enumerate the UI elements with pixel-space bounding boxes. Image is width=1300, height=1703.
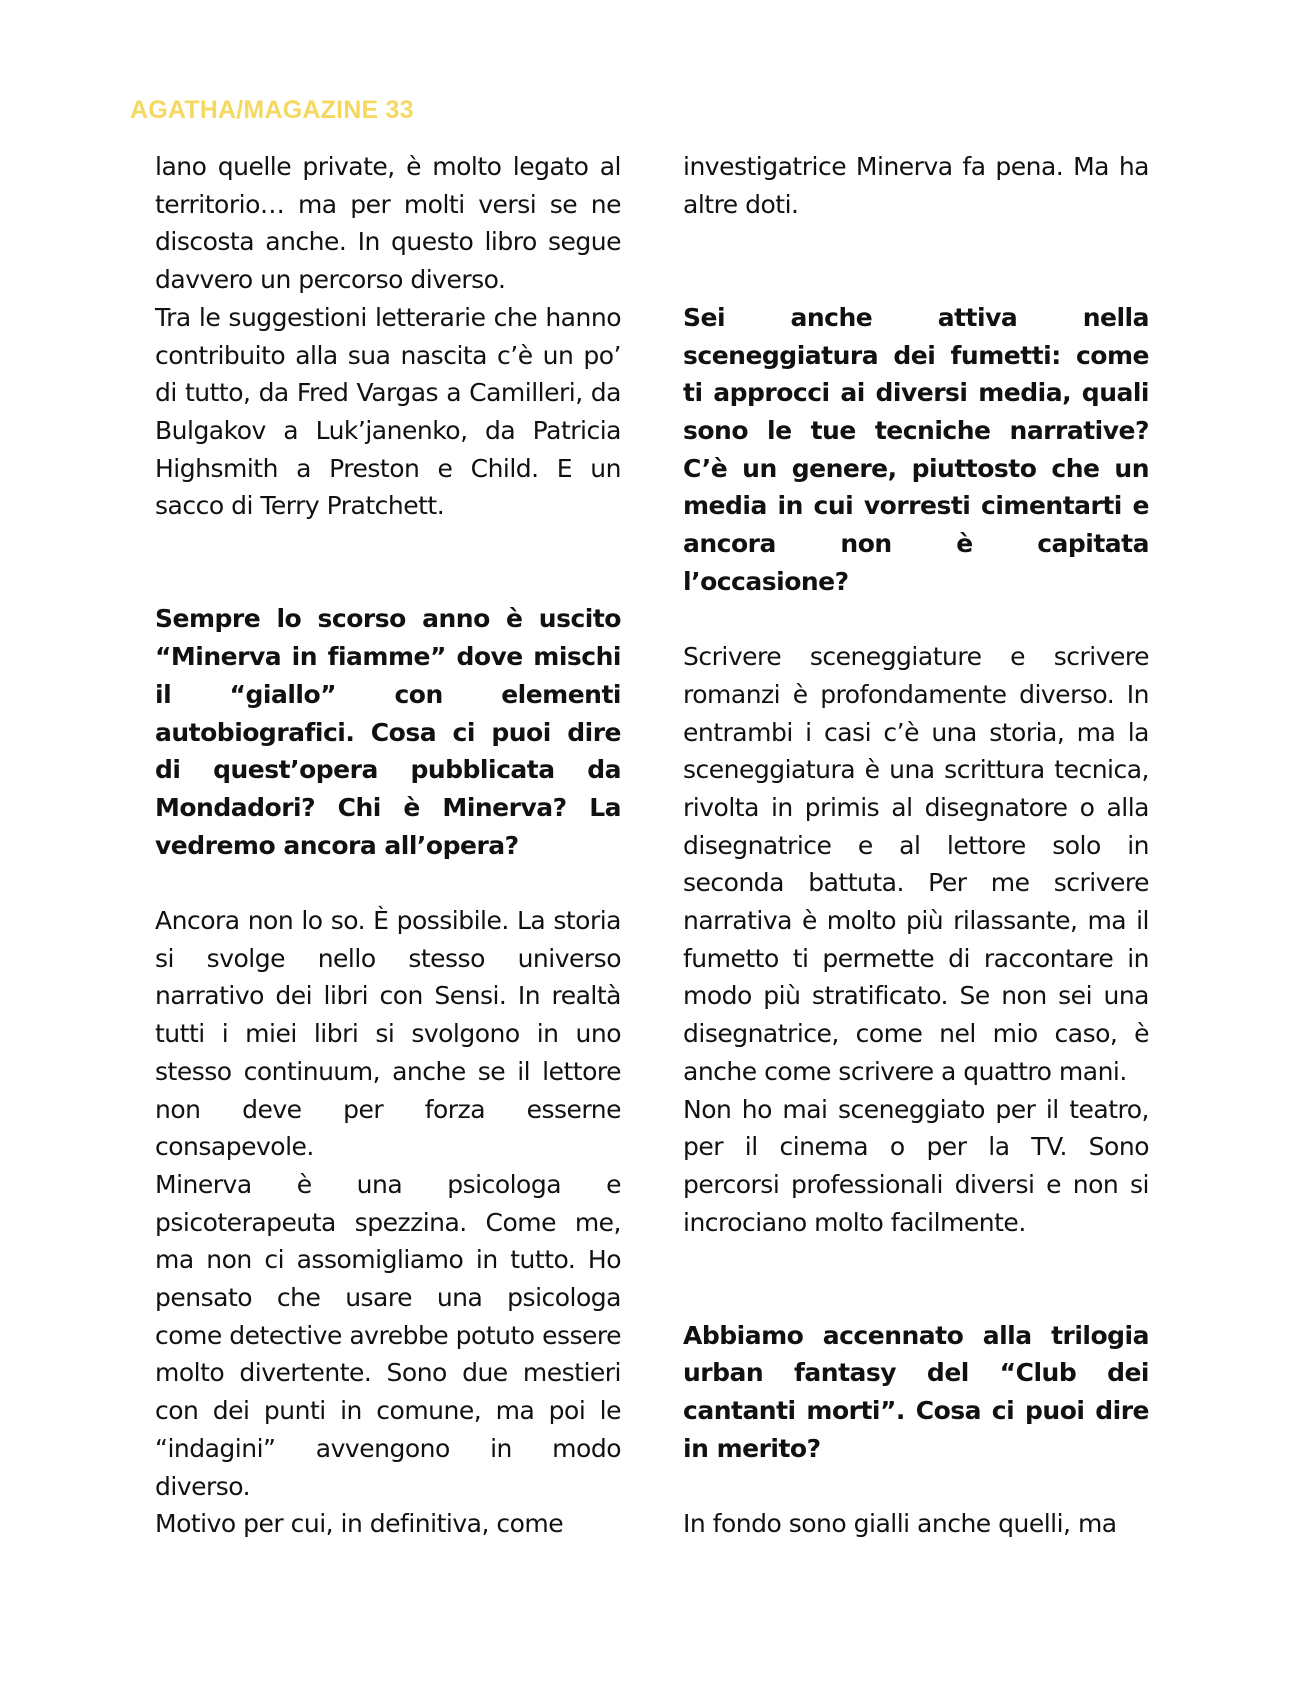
spacer: [683, 600, 1149, 638]
magazine-header: AGATHA/MAGAZINE 33: [130, 96, 414, 124]
interview-question: Sempre lo scorso anno è uscito “Minerva in fiamme” dove mischi il “giallo” con elementi autobiografici. Cosa ci puoi dire di quest’opera pubblicata da Mondadori? Chi è Minerva? La vedremo ancora all’opera?: [155, 604, 621, 860]
spacer: [683, 1468, 1149, 1506]
paragraph: Tra le suggestioni letterarie che hanno contribuito alla sua nascita c’è un po’ di tutto, da Fred Vargas a Camilleri, da Bulgakov a Luk’janenko, da Patricia Highsmith a Preston e Child. E un sacco di Terry Pratchett.: [155, 302, 621, 521]
paragraph: Motivo per cui, in definitiva, come: [155, 1509, 564, 1539]
paragraph: lano quelle private, è molto legato al territorio… ma per molti versi se ne discosta anche. In questo libro segue davvero un percorso diverso.: [155, 152, 621, 295]
spacer: [155, 525, 621, 600]
paragraph: investigatrice Minerva fa pena. Ma ha altre doti.: [683, 152, 1149, 219]
paragraph: Non ho mai sceneggiato per il teatro, per il cinema o per la TV. Sono percorsi professionali diversi e non si incrociano molto facilmente.: [683, 1094, 1149, 1237]
spacer: [683, 223, 1149, 298]
paragraph: Ancora non lo so. È possibile. La storia si svolge nello stesso universo narrativo dei libri con Sensi. In realtà tutti i miei libri si svolgono in uno stesso continuum, anche se il lettore non deve per forza esserne consapevole.: [155, 906, 621, 1162]
paragraph: Minerva è una psicologa e psicoterapeuta spezzina. Come me, ma non ci assomigliamo in tutto. Ho pensato che usare una psicologa come detective avrebbe potuto essere molto divertente. Sono due mestieri con dei punti in comune, ma poi le “indagini” avvengono in modo diverso.: [155, 1169, 621, 1501]
spacer: [155, 864, 621, 902]
paragraph: Scrivere sceneggiature e scrivere romanzi è profondamente diverso. In entrambi i casi c’è una storia, ma la sceneggiatura è una scrittura tecnica, rivolta in primis al disegnatore o alla disegnatrice e al lettore solo in seconda battuta. Per me scrivere narrativa è molto più rilassante, ma il fumetto ti permette di raccontare in modo più stratificato. Se non sei una disegnatrice, come nel mio caso, è anche come scrivere a quattro mani.: [683, 642, 1149, 1086]
left-column: [155, 148, 621, 1543]
spacer: [683, 1241, 1149, 1316]
interview-question: Abbiamo accennato alla trilogia urban fantasy del “Club dei cantanti morti”. Cosa ci puoi dire in merito?: [683, 1320, 1149, 1463]
interview-question: Sei anche attiva nella sceneggiatura dei fumetti: come ti approcci ai diversi media, quali sono le tue tecniche narrative? C’è un genere, piuttosto che un media in cui vorresti cimentarti e ancora non è capitata l’occasione?: [683, 302, 1149, 596]
right-column: [683, 148, 1149, 1543]
paragraph: In fondo sono gialli anche quelli, ma: [683, 1509, 1117, 1539]
